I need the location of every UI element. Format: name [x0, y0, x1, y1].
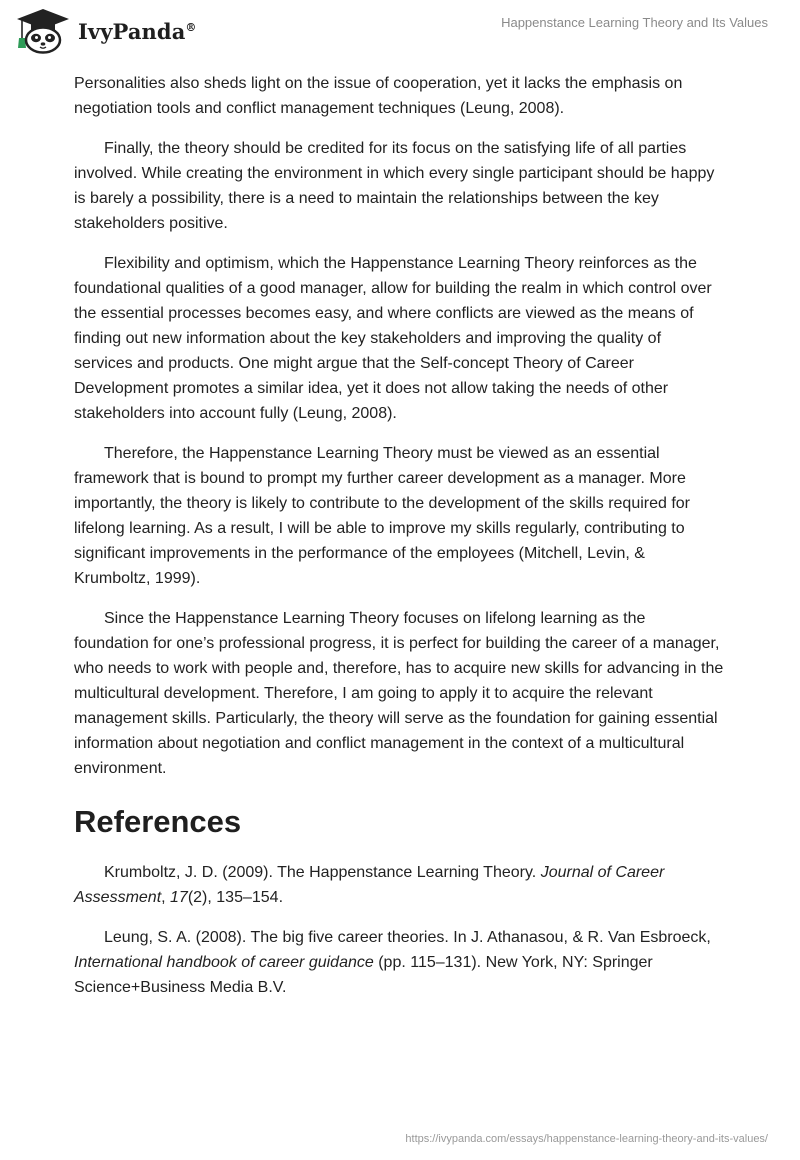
paragraph: Therefore, the Happenstance Learning Theory must be viewed as an essential framework that is bound to prompt my further career development as a manager. More importantly, the theory is likely to contribute to the development of the skills required for lifelong learning. As a result, I will be able to improve my skills regularly, contributing to significant improvements in the performance of the employees (Mitchell, Levin, & Krumboltz, 1999). — [74, 445, 691, 587]
essay-body — [74, 71, 724, 1015]
paragraph: Personalities also sheds light on the issue of cooperation, yet it lacks the emphasis on negotiation tools and conflict management techniques (Leung, 2008). — [74, 75, 683, 117]
ivypanda-logo[interactable] — [14, 8, 197, 54]
references-heading: References — [74, 804, 242, 839]
page-header — [0, 0, 800, 60]
brand-name: IvyPanda® — [78, 18, 197, 44]
paragraph: Flexibility and optimism, which the Happenstance Learning Theory reinforces as the foundational qualities of a good manager, allow for building the realm in which control over the essential processes becomes easy, and where conflicts are viewed as the means of finding out new information about the key stakeholders and improving the quality of services and products. One might argue that the Self-concept Theory of Career Development promotes a similar idea, yet it does not allow taking the needs of other stakeholders into account fully (Leung, 2008). — [74, 255, 712, 422]
source-url[interactable]: https://ivypanda.com/essays/happenstance-learning-theory-and-its-values/ — [405, 1133, 768, 1145]
panda-graduation-icon — [14, 8, 72, 54]
reference-item: Krumboltz, J. D. (2009). The Happenstance Learning Theory. Journal of Career Assessment, 17(2), 135–154. — [74, 864, 665, 906]
reference-item: Leung, S. A. (2008). The big five career theories. In J. Athanasou, & R. Van Esbroeck, International handbook of career guidance (pp. 115–131). New York, NY: Springer Science+Business Media B.V. — [74, 929, 711, 996]
document-title: Happenstance Learning Theory and Its Values — [501, 15, 768, 30]
paragraph: Since the Happenstance Learning Theory focuses on lifelong learning as the foundation for one’s professional progress, it is perfect for building the career of a manager, who needs to work with people and, therefore, has to acquire new skills for advancing in the multicultural development. Therefore, I am going to apply it to acquire the relevant management skills. Particularly, the theory will serve as the foundation for gaining essential information about negotiation and conflict management in the context of a multicultural environment. — [74, 610, 724, 777]
paragraph: Finally, the theory should be credited for its focus on the satisfying life of all parties involved. While creating the environment in which every single participant should be happy is barely a possibility, there is a need to maintain the relationships between the key stakeholders positive. — [74, 140, 715, 232]
